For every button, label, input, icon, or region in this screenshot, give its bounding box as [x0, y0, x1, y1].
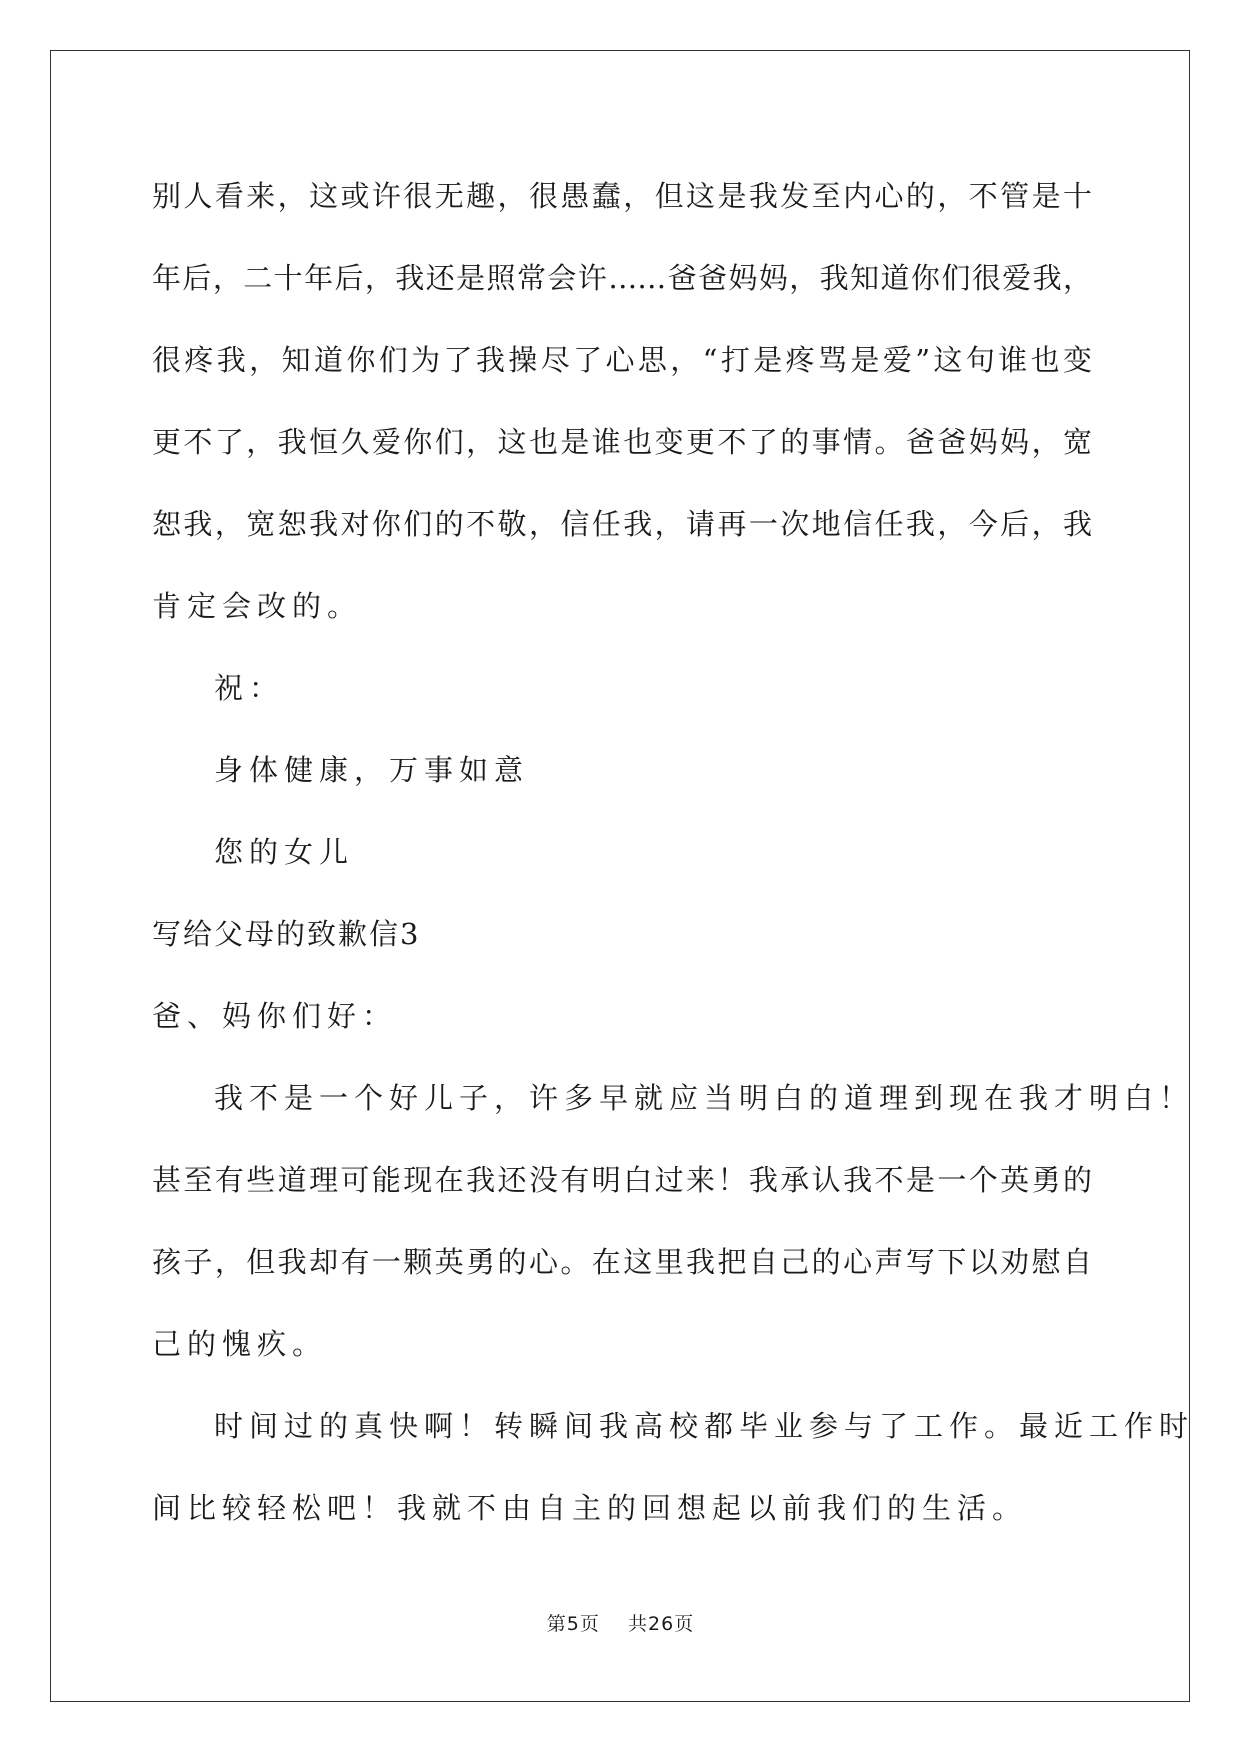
page-number: 5 [566, 1613, 580, 1635]
closing-salutation: 祝： [214, 671, 285, 705]
text-line-2: 年后，二十年后，我还是照常会许……爸爸妈妈，我知道你们很爱我， [152, 261, 1092, 295]
page-label-prefix: 第 [546, 1613, 567, 1635]
signature: 您的女儿 [214, 835, 355, 869]
text-line-15: 己的愧疚。 [152, 1327, 328, 1361]
total-label-prefix: 共 [628, 1613, 649, 1635]
text-line-3: 很疼我，知道你们为了我操尽了心思，“打是疼骂是爱”这句谁也变 [152, 343, 1092, 377]
closing-wish: 身体健康，万事如意 [214, 753, 530, 787]
text-line-4: 更不了，我恒久爱你们，这也是谁也变更不了的事情。爸爸妈妈，宽 [152, 425, 1092, 459]
text-line-6: 肯定会改的。 [152, 589, 363, 623]
greeting: 爸、妈你们好： [152, 999, 398, 1033]
total-pages: 26 [648, 1613, 675, 1635]
text-line-13: 甚至有些道理可能现在我还没有明白过来！我承认我不是一个英勇的 [152, 1163, 1092, 1197]
text-line-12: 我不是一个好儿子，许多早就应当明白的道理到现在我才明白！ [214, 1081, 1195, 1115]
text-line-1: 别人看来，这或许很无趣，很愚蠢，但这是我发至内心的，不管是十 [152, 179, 1092, 213]
text-line-5: 恕我，宽恕我对你们的不敬，信任我，请再一次地信任我，今后，我 [152, 507, 1092, 541]
total-label-suffix: 页 [674, 1613, 695, 1635]
text-line-16: 时间过的真快啊！转瞬间我高校都毕业参与了工作。最近工作时 [214, 1409, 1195, 1443]
text-line-14: 孩子，但我却有一颗英勇的心。在这里我把自己的心声写下以劝慰自 [152, 1245, 1092, 1279]
page-footer [0, 1609, 1241, 1636]
document-body [152, 155, 1195, 1549]
text-line-17: 间比较轻松吧！我就不由自主的回想起以前我们的生活。 [152, 1491, 1028, 1525]
section-title: 写给父母的致歉信3 [152, 917, 421, 951]
page-label-suffix: 页 [579, 1613, 600, 1635]
